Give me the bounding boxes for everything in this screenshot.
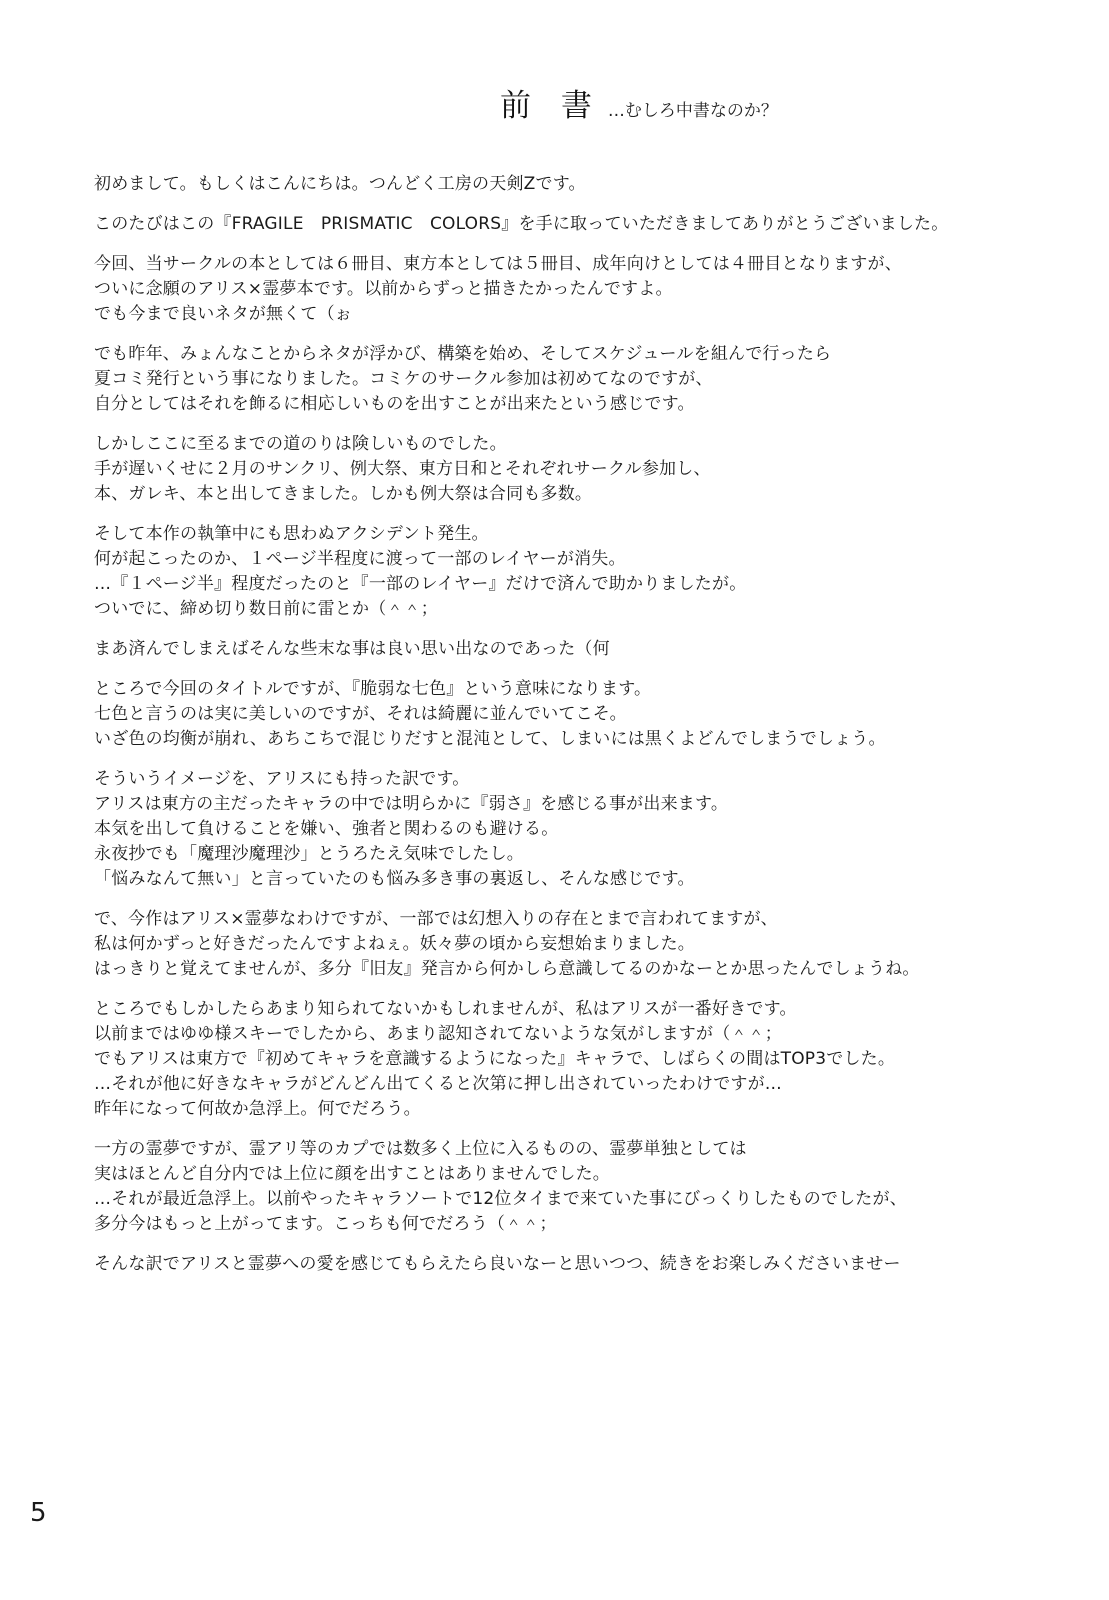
paragraph	[94, 677, 1054, 752]
paragraph	[94, 1137, 1054, 1237]
text-line: 何が起こったのか、１ページ半程度に渡って一部のレイヤーが消失。	[94, 549, 626, 569]
text-line: このたびはこの『FRAGILE PRISMATIC COLORS』を手に取っていただきましてありがとうございました。	[94, 214, 949, 234]
text-line: 七色と言うのは実に美しいのですが、それは綺麗に並んでいてこそ。	[94, 704, 627, 724]
paragraph	[94, 522, 1054, 622]
text-line: 私は何かずっと好きだったんですよねぇ。妖々夢の頃から妄想始まりました。	[94, 934, 695, 954]
text-line: そういうイメージを、アリスにも持った訳です。	[94, 769, 470, 789]
paragraph	[94, 907, 1054, 982]
text-line: アリスは東方の主だったキャラの中では明らかに『弱さ』を感じる事が出来ます。	[94, 794, 729, 814]
paragraph	[94, 172, 1054, 197]
paragraph	[94, 432, 1054, 507]
text-line: 一方の霊夢ですが、霊アリ等のカプでは数多く上位に入るものの、霊夢単独としては	[94, 1139, 747, 1159]
text-line: …『１ページ半』程度だったのと『一部のレイヤー』だけで済んで助かりましたが。	[94, 574, 747, 594]
text-line: ところで今回のタイトルですが、『脆弱な七色』という意味になります。	[94, 679, 652, 699]
text-line: そして本作の執筆中にも思わぬアクシデント発生。	[94, 524, 489, 544]
text-line: …それが他に好きなキャラがどんどん出てくると次第に押し出されていったわけですが…	[94, 1074, 782, 1094]
text-line: でもアリスは東方で『初めてキャラを意識するようになった』キャラで、しばらくの間はTOP3でした。	[94, 1049, 896, 1069]
text-line: はっきりと覚えてませんが、多分『旧友』発言から何かしら意識してるのかなーとか思ったんでしょうね。	[94, 959, 920, 979]
text-line: 以前まではゆゆ様スキーでしたから、あまり認知されてないような気がしますが（＾＾；	[94, 1024, 782, 1044]
text-line: 夏コミ発行という事になりました。コミケのサークル参加は初めてなのですが、	[94, 369, 713, 389]
page-heading	[500, 80, 778, 125]
text-line: 昨年になって何故か急浮上。何でだろう。	[94, 1099, 421, 1119]
text-line: 「悩みなんて無い」と言っていたのも悩み多き事の裏返し、そんな感じです。	[94, 869, 695, 889]
text-line: 本、ガレキ、本と出してきました。しかも例大祭は合同も多数。	[94, 484, 593, 504]
text-line: 今回、当サークルの本としては６冊目、東方本としては５冊目、成年向けとしては４冊目となりますが、	[94, 254, 902, 274]
text-line: 自分としてはそれを飾るに相応しいものを出すことが出来たという感じです。	[94, 394, 695, 414]
text-line: いざ色の均衡が崩れ、あちこちで混じりだすと混沌として、しまいには黒くよどんでしまうでしょう。	[94, 729, 886, 749]
text-line: で、今作はアリス×霊夢なわけですが、一部では幻想入りの存在とまで言われてますが、	[94, 909, 778, 929]
text-line: ついに念願のアリス×霊夢本です。以前からずっと描きたかったんですよ。	[94, 279, 673, 299]
page-subtitle: …むしろ中書なのか？	[607, 101, 778, 121]
text-line: 本気を出して負けることを嫌い、強者と関わるのも避ける。	[94, 819, 559, 839]
paragraph	[94, 997, 1054, 1122]
paragraph	[94, 342, 1054, 417]
text-line: …それが最近急浮上。以前やったキャラソートで12位タイまで来ていた事にびっくりしたものでしたが、	[94, 1189, 907, 1209]
paragraph	[94, 1252, 1054, 1277]
page-title: 前 書	[500, 88, 602, 124]
text-line: しかしここに至るまでの道のりは険しいものでした。	[94, 434, 507, 454]
paragraph	[94, 767, 1054, 892]
text-line: 多分今はもっと上がってます。こっちも何でだろう（＾＾；	[94, 1214, 557, 1234]
paragraph	[94, 212, 1054, 237]
text-line: ところでもしかしたらあまり知られてないかもしれませんが、私はアリスが一番好きです。	[94, 999, 797, 1019]
paragraph	[94, 637, 1054, 662]
text-line: まあ済んでしまえばそんな些末な事は良い思い出なのであった（何	[94, 639, 610, 659]
text-line: でも今まで良いネタが無くて（ぉ	[94, 304, 352, 324]
page-number: 5	[30, 1498, 47, 1528]
text-line: 手が遅いくせに２月のサンクリ、例大祭、東方日和とそれぞれサークル参加し、	[94, 459, 711, 479]
text-line: 実はほとんど自分内では上位に顔を出すことはありませんでした。	[94, 1164, 610, 1184]
paragraph	[94, 252, 1054, 327]
text-line: でも昨年、みょんなことからネタが浮かび、構築を始め、そしてスケジュールを組んで行ったら	[94, 344, 832, 364]
text-line: そんな訳でアリスと霊夢への愛を感じてもらえたら良いなーと思いつつ、続きをお楽しみくださいませー	[94, 1254, 901, 1274]
body-text	[94, 172, 1054, 1292]
text-line: 永夜抄でも「魔理沙魔理沙」とうろたえ気味でしたし。	[94, 844, 524, 864]
text-line: ついでに、締め切り数日前に雷とか（＾＾；	[94, 599, 438, 619]
text-line: 初めまして。もしくはこんにちは。つんどく工房の天剣Ζです。	[94, 174, 586, 194]
